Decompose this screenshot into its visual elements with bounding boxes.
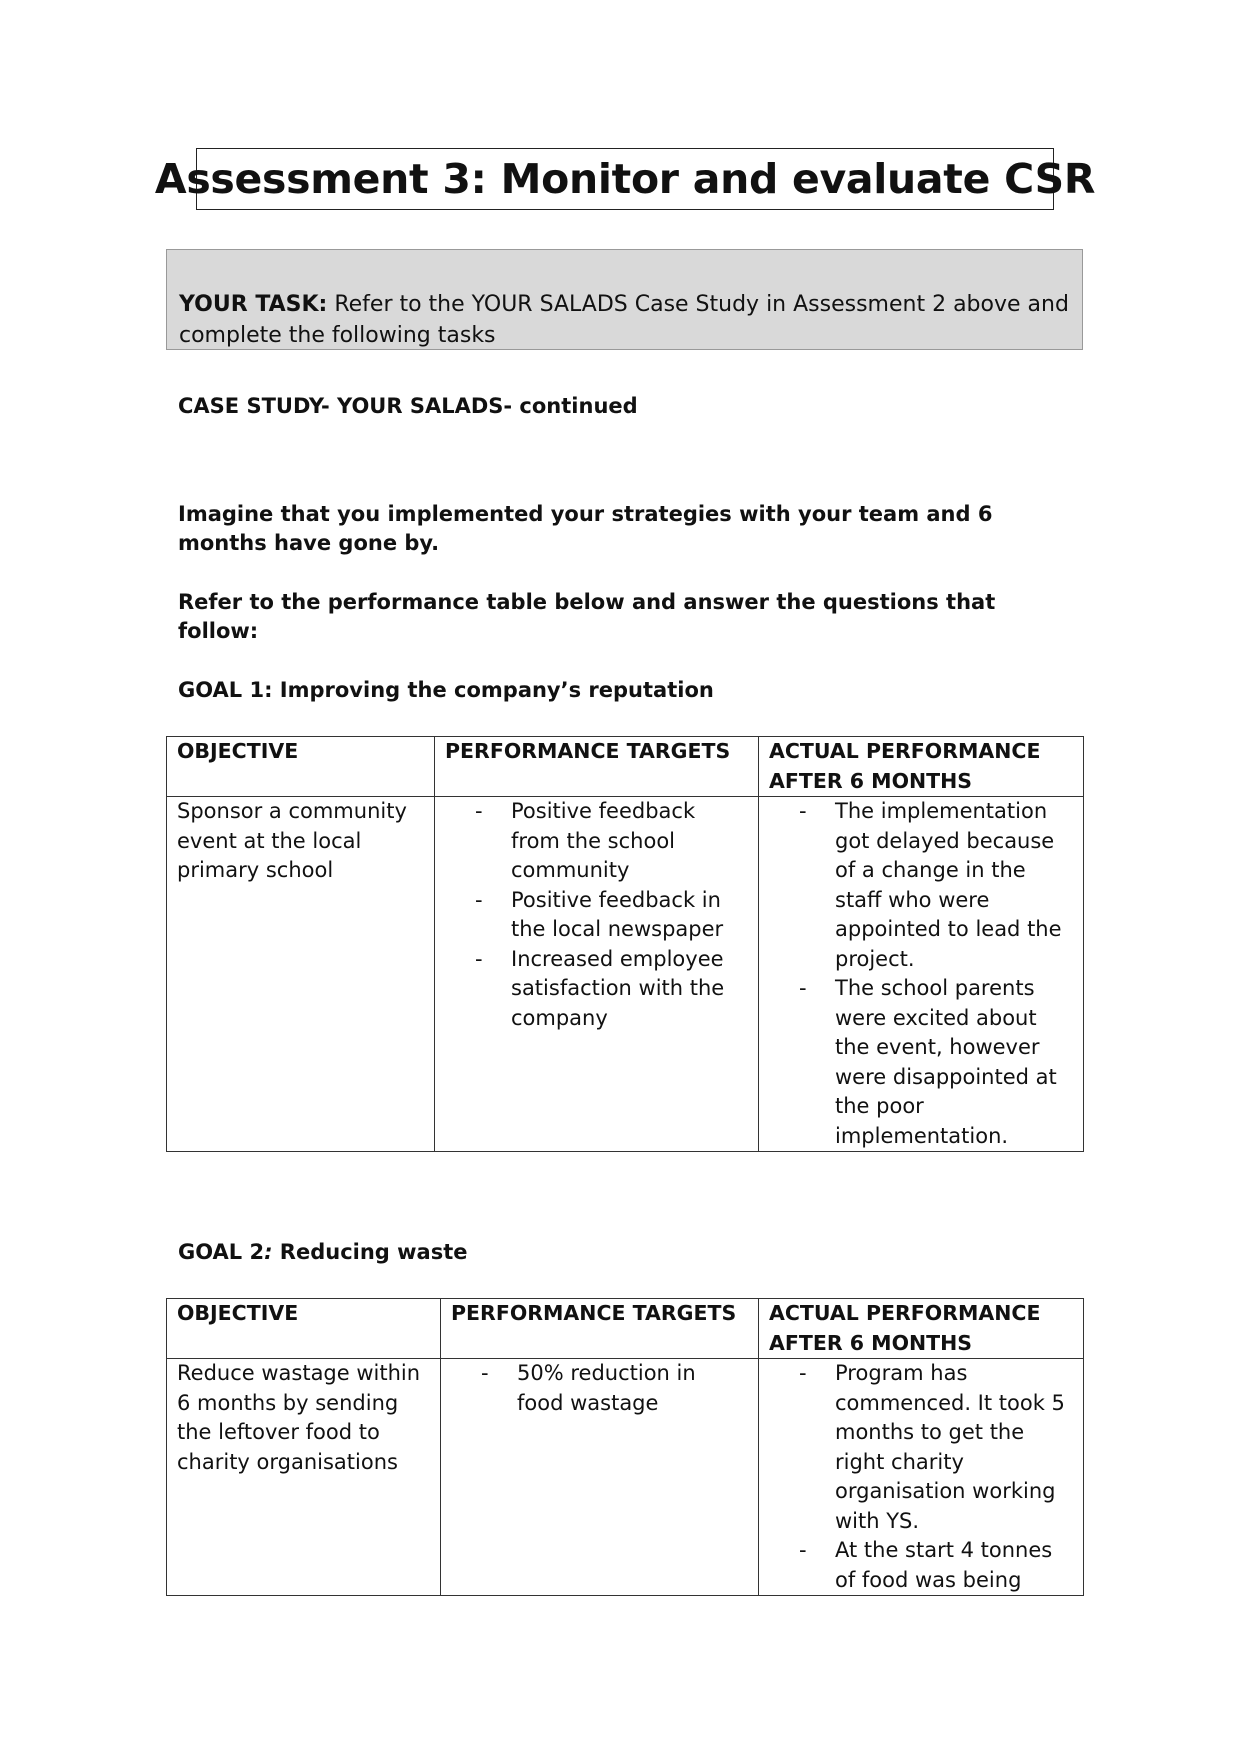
task-text: Refer to the YOUR SALADS Case Study in Assessment 2 above and complete the following tasks <box>179 292 1069 348</box>
objective-cell: Reduce wastage within 6 months by sending the leftover food to charity organisations <box>167 1359 441 1596</box>
actual-list <box>759 797 1073 1151</box>
goal1-heading: GOAL 1: Improving the company’s reputation <box>178 678 714 702</box>
goal2-heading-prefix: GOAL 2 <box>178 1240 265 1264</box>
title-box <box>154 148 1096 210</box>
table-header-row <box>167 737 1084 797</box>
task-box <box>166 249 1083 350</box>
intro-text: Imagine that you implemented your strategies with your team and 6 months have gone by. <box>178 502 993 555</box>
header-actual: ACTUAL PERFORMANCE AFTER 6 MONTHS <box>759 737 1084 797</box>
header-targets: PERFORMANCE TARGETS <box>441 1299 759 1359</box>
page-title: Assessment 3: Monitor and evaluate CSR <box>154 155 1096 203</box>
instruction-text: Refer to the performance table below and answer the questions that follow: <box>178 590 996 643</box>
list-item: - Positive feedback from the school community <box>435 797 748 886</box>
list-item: - Increased employee satisfaction with the company <box>435 945 748 1034</box>
list-item: - The implementation got delayed because of a change in the staff who were appointed to lead the project. <box>759 797 1073 974</box>
list-item: - Positive feedback in the local newspaper <box>435 886 748 945</box>
table-header-row <box>167 1299 1084 1359</box>
list-item: - Program has commenced. It took 5 months to get the right charity organisation working with YS. <box>759 1359 1073 1536</box>
targets-cell <box>435 797 759 1152</box>
targets-cell <box>441 1359 759 1596</box>
table-row <box>167 797 1084 1152</box>
actual-cell <box>759 1359 1084 1596</box>
actual-list <box>759 1359 1073 1595</box>
targets-list <box>435 797 748 1033</box>
targets-list <box>441 1359 748 1418</box>
goal2-heading-rest: Reducing waste <box>272 1240 468 1264</box>
table-row <box>167 1359 1084 1596</box>
task-label: YOUR TASK: <box>179 292 328 317</box>
goal1-table <box>166 736 1084 1152</box>
header-actual: ACTUAL PERFORMANCE AFTER 6 MONTHS <box>759 1299 1084 1359</box>
header-objective: OBJECTIVE <box>167 737 435 797</box>
goal2-table <box>166 1298 1084 1596</box>
actual-cell <box>759 797 1084 1152</box>
header-objective: OBJECTIVE <box>167 1299 441 1359</box>
goal2-heading <box>178 1238 1058 1267</box>
list-item: - The school parents were excited about the event, however were disappointed at the poor implementation. <box>759 974 1073 1151</box>
goal2-heading-colon: : <box>264 1240 273 1264</box>
header-targets: PERFORMANCE TARGETS <box>435 737 759 797</box>
list-item: - 50% reduction in food wastage <box>441 1359 748 1418</box>
case-study-heading: CASE STUDY- YOUR SALADS- continued <box>178 394 638 418</box>
list-item: - At the start 4 tonnes of food was being <box>759 1536 1073 1595</box>
objective-cell: Sponsor a community event at the local primary school <box>167 797 435 1152</box>
